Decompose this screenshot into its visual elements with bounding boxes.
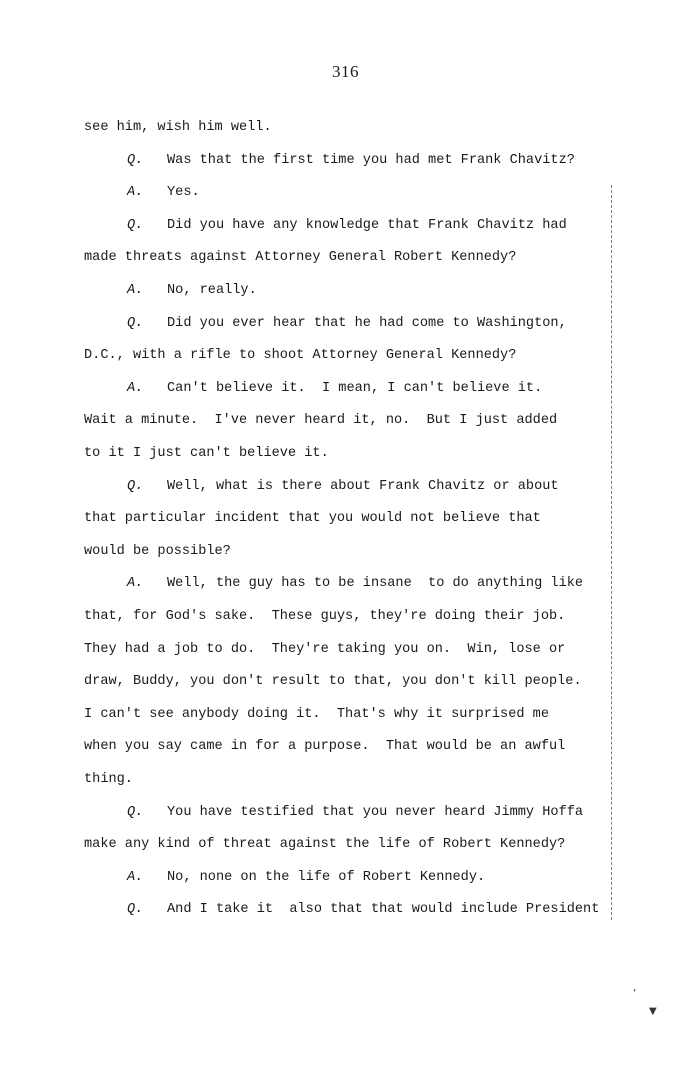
line-text: And I take it also that that would include President <box>167 902 600 918</box>
transcript-line <box>84 673 582 691</box>
line-text: Yes. <box>167 185 200 201</box>
scan-mark: ‘ <box>633 988 637 999</box>
scan-mark-arrow: ▼ <box>649 1006 657 1017</box>
margin-rule <box>611 185 612 920</box>
line-text: made threats against Attorney General Robert Kennedy? <box>84 250 517 266</box>
transcript-line <box>84 445 329 463</box>
line-text: Wait a minute. I've never heard it, no. But I just added <box>84 413 558 429</box>
speaker-label: Q. <box>127 902 144 918</box>
line-text: to it I just can't believe it. <box>84 446 329 461</box>
transcript-line <box>127 184 200 202</box>
line-text: Did you have any knowledge that Frank Chavitz had <box>167 217 567 233</box>
speaker-label: Q. <box>127 804 144 820</box>
transcript-line <box>84 412 557 430</box>
transcript-line <box>84 543 231 561</box>
line-text: draw, Buddy, you don't result to that, you don't kill people. <box>84 674 582 690</box>
speaker-label: A. <box>127 185 144 201</box>
page-number: 316 <box>332 62 359 81</box>
line-text: make any kind of threat against the life of Robert Kennedy? <box>84 837 566 853</box>
line-text: Well, what is there about Frank Chavitz or about <box>167 478 559 494</box>
transcript-line <box>127 217 567 235</box>
transcript-line <box>84 641 565 659</box>
transcript-line <box>84 771 133 789</box>
transcript-line <box>127 282 257 300</box>
speaker-label: A. <box>127 283 144 298</box>
line-text: No, none on the life of Robert Kennedy. <box>167 869 486 885</box>
transcript-line <box>84 510 541 528</box>
speaker-label: Q. <box>127 152 144 168</box>
line-text: They had a job to do. They're taking you on. Win, lose or <box>84 641 566 657</box>
transcript-line <box>127 869 485 887</box>
line-text: Can't believe it. I mean, I can't believe it. <box>167 380 543 396</box>
line-text: Well, the guy has to be insane to do anything like <box>167 576 584 592</box>
line-text: thing. <box>84 772 133 787</box>
transcript-line <box>127 478 559 496</box>
line-text: You have testified that you never heard Jimmy Hoffa <box>167 804 584 820</box>
line-text: that particular incident that you would not believe that <box>84 511 541 527</box>
line-text: Did you ever hear that he had come to Washington, <box>167 315 567 331</box>
line-text: D.C., with a rifle to shoot Attorney General Kennedy? <box>84 348 517 364</box>
speaker-label: A. <box>127 869 144 885</box>
transcript-line <box>84 706 549 724</box>
transcript-line <box>84 347 516 365</box>
line-text: see him, wish him well. <box>84 120 272 135</box>
transcript-line <box>84 608 565 626</box>
speaker-label: A. <box>127 380 144 396</box>
line-text: when you say came in for a purpose. That would be an awful <box>84 739 566 755</box>
line-text: Was that the first time you had met Frank Chavitz? <box>167 152 575 168</box>
speaker-label: A. <box>127 576 144 592</box>
transcript-line <box>127 575 583 593</box>
line-text: I can't see anybody doing it. That's why it surprised me <box>84 706 549 722</box>
transcript-line <box>84 836 565 854</box>
speaker-label: Q. <box>127 478 144 494</box>
transcript-line <box>127 901 599 919</box>
line-text: No, really. <box>167 283 257 298</box>
transcript-line <box>84 738 565 756</box>
speaker-label: Q. <box>127 217 144 233</box>
transcript-line <box>127 315 567 333</box>
transcript-line <box>127 804 583 822</box>
transcript-line <box>84 119 272 137</box>
transcript-line <box>127 152 575 170</box>
line-text: that, for God's sake. These guys, they're doing their job. <box>84 609 566 624</box>
transcript-line <box>127 380 542 398</box>
speaker-label: Q. <box>127 315 144 331</box>
transcript-line <box>84 249 516 267</box>
line-text: would be possible? <box>84 543 231 559</box>
